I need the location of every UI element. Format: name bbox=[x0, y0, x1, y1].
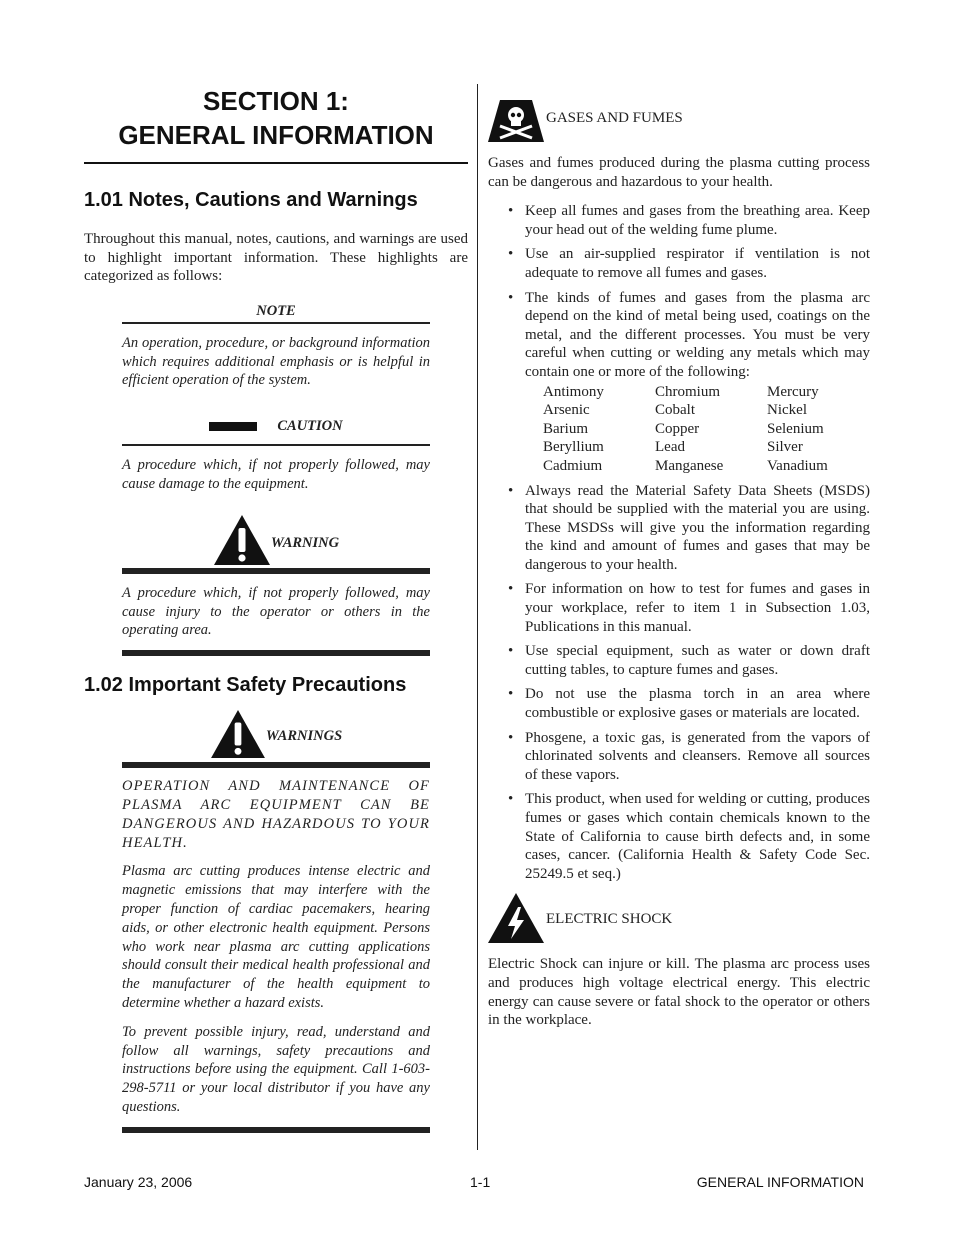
metal-name: Cobalt bbox=[655, 402, 695, 419]
metal-name: Antimony bbox=[543, 383, 604, 400]
metal-name: Manganese bbox=[655, 457, 724, 474]
warning-text: A procedure which, if not properly followed, may cause injury to the operator or others in the operating area. bbox=[122, 584, 430, 639]
lightning-bolt-icon bbox=[488, 893, 544, 943]
metal-name: Arsenic bbox=[543, 402, 590, 419]
caution-rule bbox=[122, 444, 430, 446]
list-item: • Keep all fumes and gases from the breathing area. Keep your head out of the welding fume plume. bbox=[508, 202, 870, 239]
warnings-rule-bottom bbox=[122, 1127, 430, 1133]
warning-header bbox=[122, 514, 430, 566]
metal-name: Barium bbox=[543, 420, 588, 437]
metal-name: Cadmium bbox=[543, 457, 603, 474]
caution-bar-icon bbox=[209, 422, 257, 431]
list-item: • Do not use the plasma torch in an area where combustible or explosive gases or materials are located. bbox=[508, 685, 870, 722]
warning-rule-bottom bbox=[122, 650, 430, 656]
gases-fumes-header bbox=[488, 100, 870, 142]
left-column bbox=[84, 84, 468, 1133]
caution-label: CAUTION bbox=[277, 418, 343, 435]
metals-intro-text: The kinds of fumes and gases from the plasma arc depend on the kind of metal being used, coatings on the metal, and the different processes. You must be very careful when cutting or welding any metals which may contain one or more of the following: bbox=[525, 289, 870, 380]
warnings-box bbox=[122, 709, 430, 1133]
metal-name: Mercury bbox=[767, 383, 819, 400]
note-box bbox=[122, 303, 430, 390]
warnings-read-paragraph: To prevent possible injury, read, understand and follow all warnings, safety precautions and instructions before using the equipment. Call 1-603-298-5711 or your local distributor if you have any questions. bbox=[122, 1023, 430, 1115]
list-item bbox=[508, 289, 870, 476]
list-item: • Use special equipment, such as water or down draft cutting tables, to capture fumes and gases. bbox=[508, 642, 870, 679]
warning-rule-top bbox=[122, 568, 430, 574]
footer-section-name: GENERAL INFORMATION bbox=[696, 1174, 864, 1190]
skull-crossbones-icon bbox=[488, 100, 544, 142]
caution-box bbox=[122, 418, 430, 494]
list-item: • Use an air-supplied respirator if ventilation is not adequate to remove all fumes and gases. bbox=[508, 245, 870, 282]
section-title-line1: SECTION 1: bbox=[203, 86, 349, 116]
metal-name: Selenium bbox=[767, 420, 824, 437]
note-text: An operation, procedure, or background information which requires additional emphasis or is helpful in efficient operation of the system. bbox=[122, 334, 430, 389]
gases-fumes-label: GASES AND FUMES bbox=[546, 110, 683, 126]
list-item: • Phosgene, a toxic gas, is generated from the vapors of chlorinated solvents and cleansers. Remove all sources of these vapors. bbox=[508, 729, 870, 785]
metal-name: Vanadium bbox=[767, 457, 828, 474]
electric-shock-header bbox=[488, 893, 870, 943]
list-item: • This product, when used for welding or cutting, produces fumes or gases which contain chemicals known to the State of California to cause birth defects and, in some cases, cancer. (California Health & Safety Code Sec. 25249.5 et seq.) bbox=[508, 790, 870, 883]
warnings-caps-paragraph: OPERATION AND MAINTENANCE OF PLASMA ARC EQUIPMENT CAN BE DANGEROUS AND HAZARDOUS TO YOUR HEALTH. bbox=[122, 778, 430, 851]
right-column bbox=[488, 100, 870, 1030]
warning-triangle-icon bbox=[213, 514, 271, 566]
warning-box bbox=[122, 514, 430, 656]
caution-text: A procedure which, if not properly followed, may cause damage to the equipment. bbox=[122, 457, 430, 492]
electric-shock-label: ELECTRIC SHOCK bbox=[546, 911, 673, 928]
gases-bullet-list bbox=[508, 202, 870, 883]
section-title-line2: GENERAL INFORMATION bbox=[118, 120, 434, 150]
footer-page-number: 1-1 bbox=[470, 1174, 491, 1190]
heading-1-02: 1.02 Important Safety Precautions bbox=[84, 674, 407, 697]
intro-paragraph: Throughout this manual, notes, cautions, and warnings are used to highlight important information. These highlights are categorized as follows: bbox=[84, 231, 468, 285]
metals-table bbox=[525, 383, 870, 476]
warning-label: WARNING bbox=[270, 534, 340, 551]
warnings-label: WARNINGS bbox=[265, 728, 343, 745]
metal-name: Copper bbox=[655, 420, 700, 437]
electric-shock-text: Electric Shock can injure or kill. The plasma arc process uses and produces high voltage electrical energy. This electric energy can cause severe or fatal shock to the operator or others in the workplace. bbox=[488, 956, 870, 1029]
gases-intro: Gases and fumes produced during the plasma cutting process can be dangerous and hazardous to your health. bbox=[488, 155, 870, 190]
warnings-pacemaker-paragraph: Plasma arc cutting produces intense electric and magnetic emissions that may interfere with the proper function of cardiac pacemakers, hearing aids, or other electronic health equipment. Persons who work near plasma arc cutting applications should consult their medical health professional and the manufacturer of the health equipment to determine whether a hazard exists. bbox=[122, 863, 430, 1011]
note-label: NOTE bbox=[256, 302, 296, 319]
metal-name: Silver bbox=[767, 439, 803, 456]
warnings-header bbox=[122, 709, 430, 759]
metal-name: Beryllium bbox=[543, 439, 604, 456]
metal-name: Lead bbox=[655, 439, 685, 456]
warnings-rule-top bbox=[122, 762, 430, 768]
metal-name: Chromium bbox=[655, 383, 721, 400]
footer-date: January 23, 2006 bbox=[84, 1174, 193, 1190]
column-divider bbox=[477, 84, 478, 1150]
caution-header bbox=[122, 418, 430, 435]
warning-triangle-icon bbox=[210, 709, 266, 759]
note-rule bbox=[122, 322, 430, 324]
title-rule bbox=[84, 162, 468, 164]
list-item: • For information on how to test for fumes and gases in your workplace, refer to item 1 in Subsection 1.03, Publications in this manual. bbox=[508, 580, 870, 636]
section-title bbox=[84, 84, 468, 152]
metal-name: Nickel bbox=[767, 402, 807, 419]
list-item: • Always read the Material Safety Data Sheets (MSDS) that should be supplied with the material you are using. These MSDSs will give you the information regarding the kind and amount of fumes and gases that may be dangerous to your health. bbox=[508, 482, 870, 575]
heading-1-01: 1.01 Notes, Cautions and Warnings bbox=[84, 189, 418, 211]
